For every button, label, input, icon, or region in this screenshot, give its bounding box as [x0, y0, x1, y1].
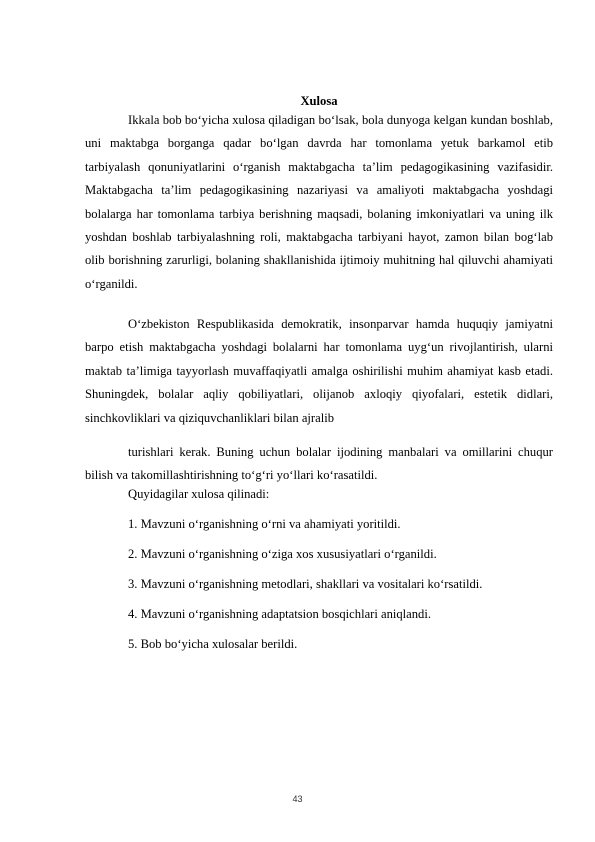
- list-item: 3. Mavzuni o‘rganishning metodlari, shakllari va vositalari ko‘rsatildi.: [128, 577, 483, 591]
- section-title: Xulosa: [300, 94, 338, 108]
- paragraph-text: O‘zbekiston Respublikasida demokratik, insonparvar hamda huquqiy jamiyatni barpo etish maktabgacha yoshdagi bolalarni har tomonlama uyg‘un rivojlantirish, ularni maktab ta’limiga tayyorlash muvaffaqiyatli amalga oshirilishi muhim ahamiyat kasb etadi. Shuningdek, bolalar aqliy qobiliyatlari, olijanob axloqiy qiyofalari, estetik didlari, sinchkovliklari va qiziquvchanliklari bilan ajralib: [85, 317, 553, 425]
- paragraph-summary: [85, 109, 553, 296]
- paragraph-continuation: [85, 441, 553, 488]
- list-item: 2. Mavzuni o‘rganishning o‘ziga xos xususiyatlari o‘rganildi.: [128, 547, 437, 561]
- paragraph-text: turishlari kerak. Buning uchun bolalar ijodining manbalari va omillarini chuqur bilish va takomillashtirishning to‘g‘ri yo‘llari ko‘rasatildi.: [85, 445, 553, 483]
- paragraph-uzbekistan: [85, 313, 553, 430]
- paragraph-text: Ikkala bob bo‘yicha xulosa qiladigan bo‘lsak, bola dunyoga kelgan kundan boshlab, uni maktabga borganga qadar bo‘lgan davrda har tomonlama yetuk barkamol etib tarbiyalash qonuniyatlarini o‘rganish maktabgacha ta’lim pedagogikasining vazifasidir. Maktabgacha ta’lim pedagogikasining nazariyasi va amaliyoti maktabgacha yoshdagi bolalarga har tomonlama tarbiya berishning maqsadi, bolaning imkoniyatlari va uning ilk yoshdan boshlab tarbiyalashning roli, maktabgacha tarbiyani hayot, zamon bilan bog‘lab olib borishning zarurligi, bolaning shakllanishida ijtimoiy muhitning hal qiluvchi ahamiyati o‘rganildi.: [85, 113, 553, 291]
- page-number: 43: [292, 794, 303, 804]
- list-item: 5. Bob bo‘yicha xulosalar berildi.: [128, 637, 298, 651]
- list-item: 4. Mavzuni o‘rganishning adaptatsion bosqichlari aniqlandi.: [128, 607, 432, 621]
- list-item: 1. Mavzuni o‘rganishning o‘rni va ahamiyati yoritildi.: [128, 517, 401, 531]
- conclusions-intro: Quyidagilar xulosa qilinadi:: [128, 487, 270, 501]
